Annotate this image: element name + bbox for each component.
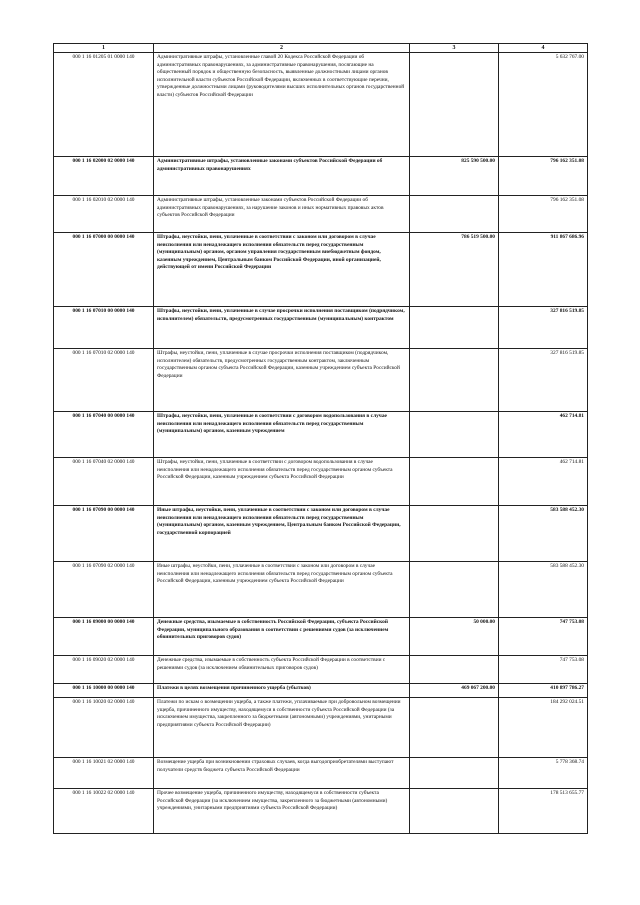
row-code-cell: 000 1 16 07090 02 0000 140 — [54, 562, 154, 618]
row-code-cell: 000 1 16 10021 02 0000 140 — [54, 758, 154, 789]
row-name-cell: Платежи по искам о возмещении ущерба, а также платежи, уплачиваемые при добровольном возмещении ущерба, причиненного имуществу, находящемуся в собственности субъекта Российской Федерации (за исключением имущества, закрепленного за бюджетными (автономными) учреждениями, унитарными предприятиями субъекта Российской Федерации) — [154, 698, 410, 758]
table-row — [54, 562, 588, 618]
row-actual-cell: 583 588 452.30 — [499, 562, 588, 618]
column-header-plan: 3 — [410, 44, 499, 53]
row-plan-cell — [410, 506, 499, 562]
row-actual-cell: 178 513 655.77 — [499, 789, 588, 834]
row-actual-cell: 796 162 351.08 — [499, 157, 588, 196]
table-row — [54, 53, 588, 157]
table-row — [54, 349, 588, 412]
row-plan-cell: 50 000.00 — [410, 618, 499, 656]
revenue-table — [53, 43, 588, 834]
row-name-cell: Иные штрафы, неустойки, пени, уплаченные в соответствии с законом или договором в случае неисполнения или ненадлежащего исполнения обязательств перед государственным органом субъекта Российской Федерации, казенным учреждением субъекта Российской Федерации — [154, 562, 410, 618]
row-actual-cell: 5 632 767.00 — [499, 53, 588, 157]
table-row — [54, 506, 588, 562]
row-name-cell: Административные штрафы, установленные главой 20 Кодекса Российской Федерации об административных правонарушениях, за административные правонарушения, посягающие на общественный порядок и общественную безопасность, выявленные должностными лицами органов исполнительной власти субъектов Российской Федерации, включенных в соответствующие перечни, утвержденные должностными лицами (руководителями высших исполнительных органов государственной власти) субъектов Российской Федерации — [154, 53, 410, 157]
row-plan-cell — [410, 307, 499, 349]
row-actual-cell: 911 867 686.96 — [499, 233, 588, 307]
row-actual-cell: 462 714.81 — [499, 412, 588, 458]
row-actual-cell: 327 816 519.85 — [499, 349, 588, 412]
row-code-cell: 000 1 16 02000 02 0000 140 — [54, 157, 154, 196]
row-code-cell: 000 1 16 07040 02 0000 140 — [54, 458, 154, 506]
row-code-cell: 000 1 16 07010 02 0000 140 — [54, 349, 154, 412]
row-name-cell: Денежные средства, изымаемые в собственность Российской Федерации, субъекта Российской Федерации, муниципального образования в соответствии с решениями судов (за исключением обвинительных приговоров судов) — [154, 618, 410, 656]
row-actual-cell: 747 753.08 — [499, 618, 588, 656]
row-plan-cell — [410, 196, 499, 233]
row-plan-cell: 786 519 500.00 — [410, 233, 499, 307]
row-name-cell: Штрафы, неустойки, пени, уплаченные в соответствии с договором водопользования в случае неисполнения или ненадлежащего исполнения обязательств перед государственным органом субъекта Российской Федерации, казенным учреждением субъекта Российской Федерации — [154, 458, 410, 506]
row-plan-cell — [410, 698, 499, 758]
row-code-cell: 000 1 16 10000 00 0000 140 — [54, 684, 154, 698]
row-code-cell: 000 1 16 07010 00 0000 140 — [54, 307, 154, 349]
row-name-cell: Возмещение ущерба при возникновении страховых случаев, когда выгодоприобретателями выступают получатели средств бюджета субъекта Российской Федерации — [154, 758, 410, 789]
table-row — [54, 656, 588, 684]
row-name-cell: Административные штрафы, установленные законами субъектов Российской Федерации об административных правонарушениях, за нарушение законов и иных нормативных правовых актов субъектов Российской Федерации — [154, 196, 410, 233]
table-row — [54, 307, 588, 349]
column-header-actual: 4 — [499, 44, 588, 53]
table-body — [54, 53, 588, 834]
row-plan-cell — [410, 53, 499, 157]
row-plan-cell — [410, 758, 499, 789]
row-actual-cell: 796 162 351.08 — [499, 196, 588, 233]
row-name-cell: Штрафы, неустойки, пени, уплаченные в случае просрочки исполнения поставщиком (подрядчиком, исполнителем) обязательств, предусмотренных государственным (муниципальным) контрактом — [154, 307, 410, 349]
row-name-cell: Административные штрафы, установленные законами субъектов Российской Федерации об административных правонарушениях — [154, 157, 410, 196]
table-row — [54, 412, 588, 458]
table-header-row — [54, 44, 588, 53]
table-row — [54, 698, 588, 758]
row-code-cell: 000 1 16 07000 00 0000 140 — [54, 233, 154, 307]
table-row — [54, 157, 588, 196]
row-actual-cell: 5 778 368.74 — [499, 758, 588, 789]
table-row — [54, 196, 588, 233]
row-actual-cell: 327 816 519.85 — [499, 307, 588, 349]
table-row — [54, 684, 588, 698]
row-code-cell: 000 1 16 09000 00 0000 140 — [54, 618, 154, 656]
row-plan-cell — [410, 349, 499, 412]
table-row — [54, 233, 588, 307]
row-name-cell: Денежные средства, изымаемые в собственность субъекта Российской Федерации в соответствии с решениями судов (за исключением обвинительных приговоров судов) — [154, 656, 410, 684]
row-actual-cell: 410 897 786.27 — [499, 684, 588, 698]
row-actual-cell: 747 753.08 — [499, 656, 588, 684]
row-code-cell: 000 1 16 07090 00 0000 140 — [54, 506, 154, 562]
row-name-cell: Платежи в целях возмещения причиненного ущерба (убытков) — [154, 684, 410, 698]
row-name-cell: Штрафы, неустойки, пени, уплаченные в случае просрочки исполнения поставщиком (подрядчиком, исполнителем) обязательств, предусмотренных государственным контрактом, заключенным государственным органом субъекта Российской Федерации, казенным учреждением субъекта Российской Федерации — [154, 349, 410, 412]
row-code-cell: 000 1 16 10022 02 0000 140 — [54, 789, 154, 834]
row-code-cell: 000 1 16 01205 01 0000 140 — [54, 53, 154, 157]
row-plan-cell: 825 590 500.00 — [410, 157, 499, 196]
row-plan-cell — [410, 789, 499, 834]
row-plan-cell: 469 067 200.00 — [410, 684, 499, 698]
row-name-cell: Штрафы, неустойки, пени, уплаченные в соответствии с законом или договором в случае неисполнения или ненадлежащего исполнения обязательств перед государственным (муниципальным) органом, органом управления государственным внебюджетным фондом, казенным учреждением, Центральным банком Российской Федерации, иной организацией, действующей от имени Российской Федерации — [154, 233, 410, 307]
row-actual-cell: 462 714.81 — [499, 458, 588, 506]
row-code-cell: 000 1 16 02010 02 0000 140 — [54, 196, 154, 233]
row-name-cell: Прочее возмещение ущерба, причиненного имуществу, находящемуся в собственности субъекта Российской Федерации (за исключением имущества, закрепленного за бюджетными (автономными) учреждениями, унитарными предприятиями субъекта Российской Федерации) — [154, 789, 410, 834]
table-row — [54, 789, 588, 834]
row-code-cell: 000 1 16 09020 02 0000 140 — [54, 656, 154, 684]
table-row — [54, 618, 588, 656]
row-plan-cell — [410, 656, 499, 684]
table-row — [54, 458, 588, 506]
row-plan-cell — [410, 458, 499, 506]
row-plan-cell — [410, 412, 499, 458]
row-code-cell: 000 1 16 10020 02 0000 140 — [54, 698, 154, 758]
row-code-cell: 000 1 16 07040 00 0000 140 — [54, 412, 154, 458]
table-row — [54, 758, 588, 789]
column-header-name: 2 — [154, 44, 410, 53]
row-actual-cell: 184 292 024.51 — [499, 698, 588, 758]
row-plan-cell — [410, 562, 499, 618]
column-header-code: 1 — [54, 44, 154, 53]
row-name-cell: Иные штрафы, неустойки, пени, уплаченные в соответствии с законом или договором в случае неисполнения или ненадлежащего исполнения обязательств перед государственным (муниципальным) органом, казенным учреждением, Центральным банком Российской Федерации, государственной корпорацией — [154, 506, 410, 562]
row-name-cell: Штрафы, неустойки, пени, уплаченные в соответствии с договором водопользования в случае неисполнения или ненадлежащего исполнения обязательств перед государственным (муниципальным) органом, казенным учреждением — [154, 412, 410, 458]
row-actual-cell: 583 588 452.30 — [499, 506, 588, 562]
